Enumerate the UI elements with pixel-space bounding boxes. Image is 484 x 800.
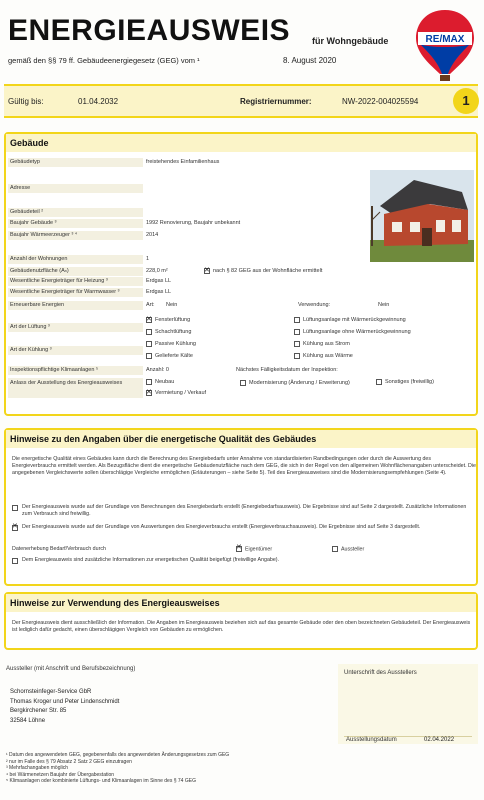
remax-logo-text: RE/MAX xyxy=(425,34,465,45)
option-new-build: Neubau xyxy=(146,378,174,387)
other-checkbox[interactable] xyxy=(376,379,382,385)
registration-number: NW-2022-004025594 xyxy=(342,97,419,106)
building-heading: Gebäude xyxy=(6,134,476,152)
usage-notes-heading: Hinweise zur Verwendung des Energieausweises xyxy=(6,594,476,612)
law-reference: gemäß den §§ 79 ff. Gebäudeenergiegesetz (GEG) vom ¹ xyxy=(8,56,200,65)
footnote: ² nur im Falle des § 79 Absatz 2 Satz 2 GEG einzutragen xyxy=(6,758,132,765)
signature-area xyxy=(338,664,478,744)
issuer-line: Bergkirchener Str. 85 xyxy=(10,708,67,714)
renewables-type-label: Art: xyxy=(146,302,155,308)
option-shaft-ventilation: Schachtlüftung xyxy=(146,328,191,337)
new-build-checkbox[interactable] xyxy=(146,379,152,385)
remax-balloon-logo xyxy=(412,8,478,84)
shaft-ventilation-checkbox[interactable] xyxy=(146,329,152,335)
footnote: ¹ Datum des angewendeten GEG, gegebenenfalls des angewendeten Änderungsgesetzes zum GEG xyxy=(6,752,230,758)
demand-based-checkbox[interactable] xyxy=(12,505,18,511)
option-other: Sonstiges (freiwillig) xyxy=(376,378,434,387)
label-year-built: Baujahr Gebäude ³ xyxy=(8,219,143,228)
passive-cooling-checkbox[interactable] xyxy=(146,341,152,347)
issuer-line: Thomas Kroger und Peter Lindenschmidt xyxy=(10,698,120,705)
owner-checkbox[interactable] xyxy=(236,546,242,552)
usage-notes-text: Der Energieausweis dient ausschließlich der Information. Die Angaben im Energieausweis beziehen sich auf das gesamte Gebäude oder den oben bezeichneten Gebäudeteil. Der Energieausweis ist lediglich dafür gedacht, einen überschlägigen Vergleich von Gebäuden zu ermöglichen. xyxy=(12,620,471,633)
issuer-line: Schornsteinfeger-Service GbR xyxy=(10,689,92,695)
house-photo xyxy=(370,170,474,262)
label-heater-year: Baujahr Wärmeerzeuger ³ ⁴ xyxy=(8,231,143,240)
option-heat-cooling: Kühlung aus Wärme xyxy=(294,352,353,361)
label-unit-count: Anzahl der Wohnungen xyxy=(8,255,143,264)
label-usable-area: Gebäudenutzfläche (Aₙ) xyxy=(8,267,143,276)
footnote: ³ Mehrfachangaben möglich xyxy=(6,765,68,772)
energy-quality-text: Die energetische Qualität eines Gebäudes kann durch die Berechnung des Energiebedarfs unter Annahme von standardisierten Randbedingungen oder durch die Auswertung des Energieverbrauchs ermittelt werden. Als Bezugsfläche dient die energetische Gebäudenutzfläche nach dem GEG, die sich in der Regel von den allgemeinen Wohnflächenangaben unterscheidet. Die angegebenen Vergleichswerte sollen überschlägige Vergleiche ermöglichen (Erläuterungen – siehe Seite 5). Teil des Energieausweises sind die Modernisierungsempfehlungen (Seite 4). xyxy=(12,456,476,476)
option-ventilation-no-recovery: Lüftungsanlage ohne Wärmerückgewinnung xyxy=(294,328,411,337)
issuer-address xyxy=(10,688,119,726)
label-heating-carrier: Wesentliche Energieträger für Heizung ³ xyxy=(8,277,143,286)
issue-date-label: Ausstellungsdatum xyxy=(346,737,397,743)
option-passive-cooling: Passive Kühlung xyxy=(146,340,196,349)
footnotes xyxy=(6,752,346,785)
footnote: ⁴ bei Wärmenetzen Baujahr der Übergabestation xyxy=(6,771,115,778)
valid-until-value: 01.04.2032 xyxy=(78,97,119,106)
label-building-part: Gebäudeteil ² xyxy=(8,208,143,217)
label-issue-reason: Anlass der Ausstellung des Energieausweises xyxy=(8,378,143,398)
additional-info-checkbox[interactable] xyxy=(12,558,18,564)
no-recovery-checkbox[interactable] xyxy=(294,329,300,335)
option-window-ventilation: ✕Fensterlüftung xyxy=(146,316,190,325)
energy-quality-notes-section xyxy=(4,428,478,586)
energy-quality-heading: Hinweise zu den Angaben über die energetische Qualität des Gebäudes xyxy=(6,430,476,448)
issuer-line: 32584 Löhne xyxy=(10,717,46,724)
ac-count: Anzahl: 0 xyxy=(146,367,169,373)
data-collection-label: Datenerhebung Bedarf/Verbrauch durch xyxy=(12,546,106,552)
value-unit-count: 1 xyxy=(146,256,150,262)
law-date: 8. August 2020 xyxy=(283,56,337,65)
usage-notes-section xyxy=(4,592,478,650)
option-electric-cooling: Kühlung aus Strom xyxy=(294,340,350,349)
option-modernisation: Modernisierung (Änderung / Erweiterung) xyxy=(240,378,360,388)
issuer-option: Aussteller xyxy=(332,546,422,553)
option-ventilation-heat-recovery: Lüftungsanlage mit Wärmerückgewinnung xyxy=(294,316,406,325)
heat-cooling-checkbox[interactable] xyxy=(294,353,300,359)
valid-until-label: Gültig bis: xyxy=(8,97,44,106)
option-delivered-cold: Geliefertе Kälte xyxy=(146,352,193,361)
usage-label: Verwendung: xyxy=(298,302,331,308)
issuer-checkbox[interactable] xyxy=(332,546,338,552)
value-usable-area: 228,0 m² xyxy=(146,268,168,274)
label-building-type: Gebäudetyp xyxy=(8,158,143,167)
value-heating-carrier: Erdgas LL xyxy=(146,278,172,284)
option-rent-sale: ✕Vermietung / Verkauf xyxy=(146,389,206,398)
demand-based-option: Der Energieausweis wurde auf der Grundlage von Berechnungen des Energiebedarfs erstellt (Energiebedarfsausweis). Die Ergebnisse sind auf Seite 2 dargestellt. Zusätzliche Informationen zum Verbrauch sind freiwillig. xyxy=(12,504,476,518)
consumption-based-option: ✕ Der Energieausweis wurde auf der Grundlage von Auswertungen des Energieverbrauchs erstellt (Energieverbrauchsausweis). Die Ergebnisse sind auf Seite 3 dargestellt. xyxy=(12,524,476,531)
building-section xyxy=(4,132,478,416)
value-year-built: 1992 Renovierung, Baujahr unbekannt xyxy=(146,220,241,226)
ac-next-inspection: Nächstes Fälligkeitsdatum der Inspektion: xyxy=(236,367,338,373)
label-address: Adresse xyxy=(8,184,143,193)
rent-sale-checkbox[interactable] xyxy=(146,390,152,396)
document-subtitle: für Wohngebäude xyxy=(312,36,389,46)
label-water-carrier: Wesentliche Energieträger für Warmwasser ³ xyxy=(8,288,143,297)
signature-label: Unterschrift des Ausstellers xyxy=(344,670,417,676)
usage-value: Nein xyxy=(378,302,390,308)
modernisation-checkbox[interactable] xyxy=(240,380,246,386)
heat-recovery-checkbox[interactable] xyxy=(294,317,300,323)
registration-label: Registriernummer: xyxy=(240,97,312,106)
label-ac-systems: Inspektionspflichtige Klimaanlagen ⁵ xyxy=(8,366,143,375)
renewables-type-value: Nein xyxy=(166,302,178,308)
value-building-type: freistehendes Einfamilienhaus xyxy=(146,159,220,165)
label-ventilation: Art der Lüftung ³ xyxy=(8,323,143,332)
footnote: ⁵ Klimaanlagen oder kombinierte Lüftungs- und Klimaanlagen im Sinne des § 74 GEG xyxy=(6,778,196,785)
document-title: ENERGIEAUSWEIS xyxy=(8,14,291,47)
label-renewables: Erneuerbare Energien xyxy=(8,301,143,310)
area-note: ✕ nach § 82 GEG aus der Wohnfläche ermittelt xyxy=(204,267,322,276)
consumption-based-checkbox[interactable] xyxy=(12,525,18,531)
issuer-label: Aussteller (mit Anschrift und Berufsbezeichnung) xyxy=(6,666,136,672)
page-number-badge: 1 xyxy=(453,88,479,114)
label-cooling: Art der Kühlung ³ xyxy=(8,346,143,355)
delivered-cold-checkbox[interactable] xyxy=(146,353,152,359)
window-ventilation-checkbox[interactable] xyxy=(146,317,152,323)
electric-cooling-checkbox[interactable] xyxy=(294,341,300,347)
additional-info-option: Dem Energieausweis sind zusätzliche Informationen zur energetischen Qualität beigefügt (freiwillige Angabe). xyxy=(12,557,476,564)
owner-option: ✕ Eigentümer xyxy=(236,546,326,553)
value-heater-year: 2014 xyxy=(146,232,159,238)
area-note-checkbox[interactable] xyxy=(204,268,210,274)
value-water-carrier: Erdgas LL xyxy=(146,289,172,295)
issue-date-value: 02.04.2022 xyxy=(424,737,455,743)
